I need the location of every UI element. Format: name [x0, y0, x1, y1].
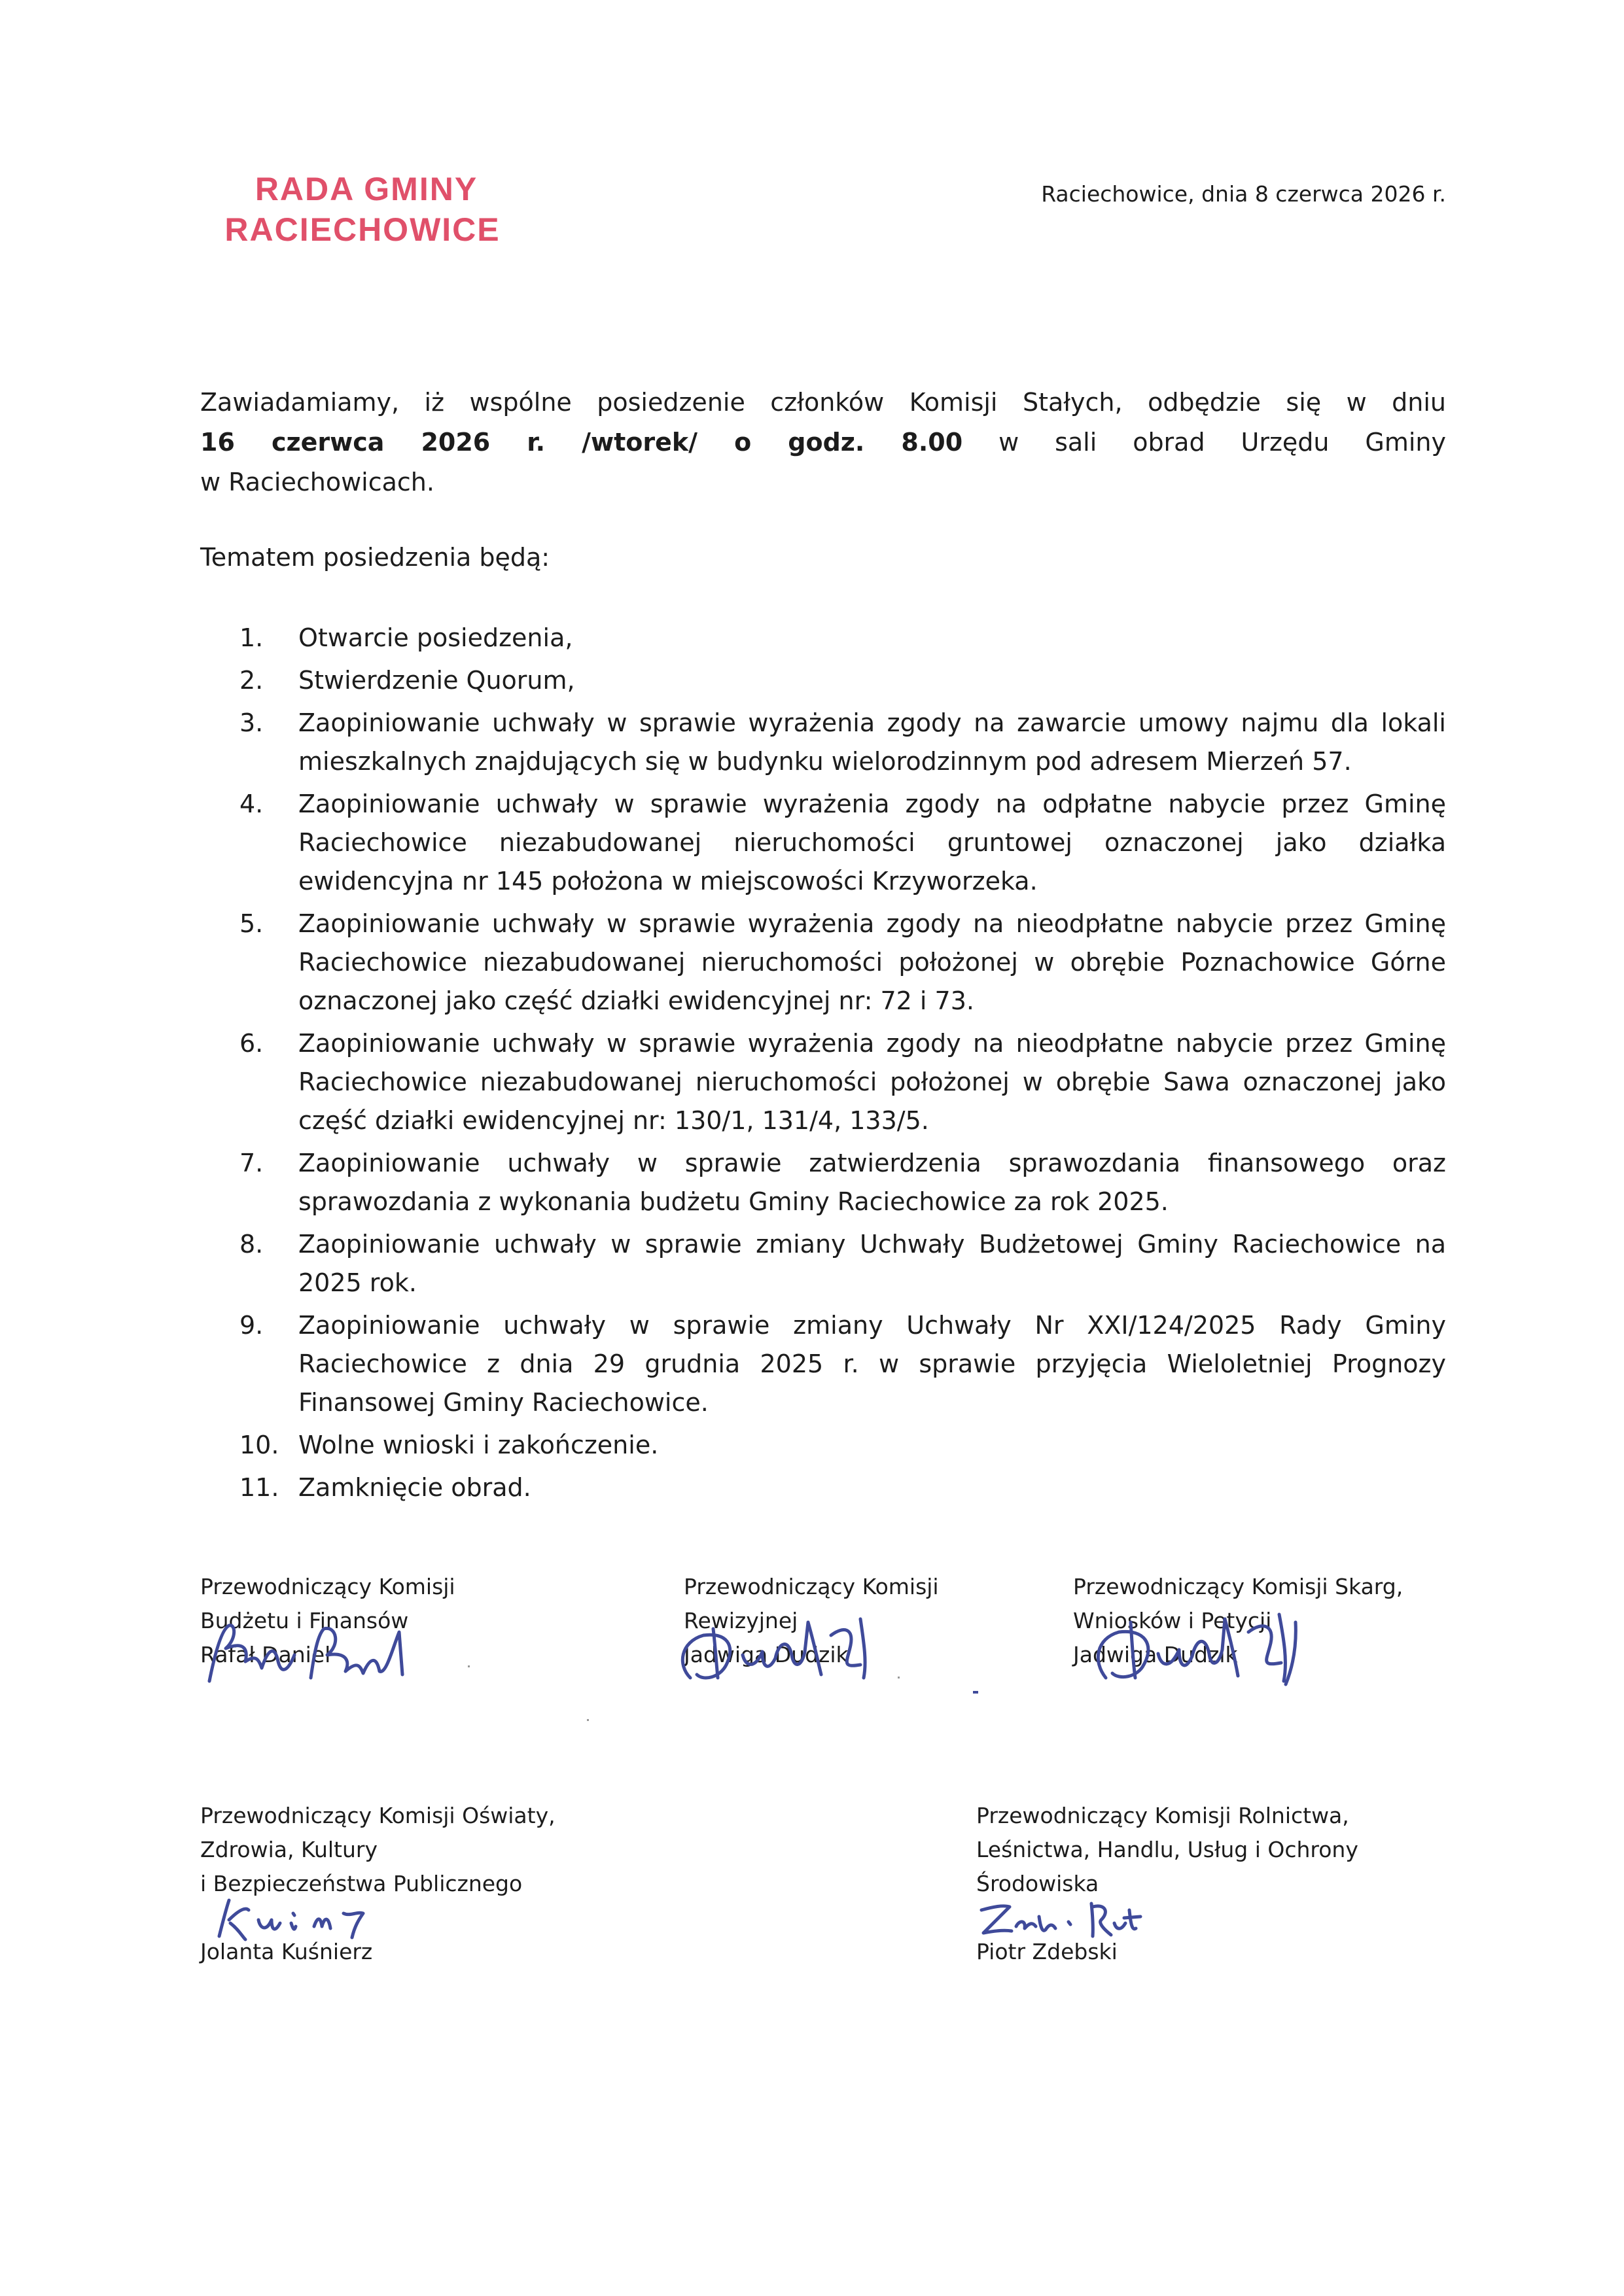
signatory-name: Jadwiga Dudzik [1073, 1642, 1238, 1667]
signatory-name: Jadwiga Dudzik [684, 1642, 849, 1667]
signatory-name: Jolanta Kuśnierz [200, 1939, 373, 1964]
agenda-item-number: 8. [239, 1230, 264, 1259]
scan-speck [468, 1665, 470, 1667]
agenda-item [200, 619, 1446, 657]
agenda-item-number: 9. [239, 1311, 264, 1340]
agenda-item-number: 7. [239, 1149, 264, 1177]
scan-speck [973, 1691, 978, 1694]
agenda-item-text: Wolne wnioski i zakończenie. [298, 1431, 659, 1459]
meeting-venue: w sali obrad Urzędu Gminy [998, 428, 1446, 457]
intro-line-3: w Raciechowicach. [200, 468, 434, 496]
signature-title-line: Rewizyjnej [684, 1608, 798, 1633]
stamp-line-1: RADA GMINY [255, 171, 478, 207]
council-stamp [216, 169, 517, 250]
signature-title-line: Leśnictwa, Handlu, Usług i Ochrony [976, 1837, 1358, 1862]
agenda-item-text: Zaopiniowanie uchwały w sprawie wyrażenia zgody na odpłatne nabycie przez Gminę Raciechowice niezabudowanej nieruchomości gruntowej oznaczonej jako działka ewidencyjna nr 145 położona w miejscowości Krzyworzeka. [298, 790, 1446, 896]
agenda-item [200, 785, 1446, 901]
agenda-item-number: 11. [239, 1473, 279, 1502]
agenda-item-text: Otwarcie posiedzenia, [298, 623, 573, 652]
agenda-list [200, 619, 1446, 1511]
signature-title-line: Przewodniczący Komisji Oświaty, [200, 1803, 556, 1828]
agenda-item-number: 4. [239, 790, 264, 818]
agenda-item-text: Stwierdzenie Quorum, [298, 666, 575, 695]
agenda-item-number: 2. [239, 666, 264, 695]
agenda-item-text: Zaopiniowanie uchwały w sprawie zmiany Uchwały Budżetowej Gminy Raciechowice na 2025 rok. [298, 1230, 1446, 1297]
agenda-item-number: 10. [239, 1431, 279, 1459]
signatory-name: Rafał Daniel [200, 1642, 331, 1667]
handwritten-signature [209, 1890, 393, 1949]
signature-title-line: Przewodniczący Komisji Skarg, [1073, 1574, 1403, 1599]
agenda-item-text: Zaopiniowanie uchwały w sprawie wyrażenia zgody na zawarcie umowy najmu dla lokali mieszkalnych znajdujących się w budynku wielorodzinnym pod adresem Mierzeń 57. [298, 708, 1446, 776]
handwritten-signature [664, 1606, 900, 1691]
agenda-item [200, 661, 1446, 700]
signature-title-line: Przewodniczący Komisji [684, 1574, 939, 1599]
agenda-item [200, 905, 1446, 1020]
agenda-item-number: 6. [239, 1029, 264, 1058]
intro-line-1: Zawiadamiamy, iż wspólne posiedzenie członków Komisji Stałych, odbędzie się w dniu [200, 388, 1446, 417]
stamp-line-2: RACIECHOWICE [224, 211, 501, 248]
agenda-item-text: Zaopiniowanie uchwały w sprawie zatwierdzenia sprawozdania finansowego oraz sprawozdania z wykonania budżetu Gminy Raciechowice za rok 2025. [298, 1149, 1446, 1216]
handwritten-signature [196, 1609, 419, 1694]
signatory-name: Piotr Zdebski [976, 1939, 1118, 1964]
notice-paragraph [200, 383, 1446, 502]
signature-title-line: Przewodniczący Komisji Rolnictwa, [976, 1803, 1349, 1828]
handwritten-signature [1080, 1603, 1315, 1694]
agenda-item [200, 1225, 1446, 1302]
scan-speck [898, 1677, 900, 1679]
signature-title-line: Zdrowia, Kultury [200, 1837, 378, 1862]
meeting-date-time: 16 czerwca 2026 r. /wtorek/ o godz. 8.00 [200, 428, 963, 457]
agenda-item [200, 1469, 1446, 1507]
agenda-item-text: Zaopiniowanie uchwały w sprawie zmiany Uchwały Nr XXI/124/2025 Rady Gminy Raciechowice z dnia 29 grudnia 2025 r. w sprawie przyjęcia Wieloletniej Prognozy Finansowej Gminy Raciechowice. [298, 1311, 1446, 1417]
agenda-item-number: 1. [239, 623, 264, 652]
signature-title-line: i Bezpieczeństwa Publicznego [200, 1871, 523, 1896]
agenda-item-text: Zaopiniowanie uchwały w sprawie wyrażenia zgody na nieodpłatne nabycie przez Gminę Raciechowice niezabudowanej nieruchomości położonej w obrębie Poznachowice Górne oznaczonej jako część działki ewidencyjnej nr: 72 i 73. [298, 909, 1446, 1015]
agenda-heading: Tematem posiedzenia będą: [200, 543, 550, 572]
agenda-item-number: 5. [239, 909, 264, 938]
scan-speck [587, 1719, 589, 1721]
signature-title-line: Wniosków i Petycji [1073, 1608, 1272, 1633]
signature-title-line: Przewodniczący Komisji [200, 1574, 455, 1599]
handwritten-signature [974, 1890, 1170, 1949]
signature-title-line: Środowiska [976, 1871, 1099, 1896]
agenda-item [200, 704, 1446, 781]
agenda-item [200, 1144, 1446, 1221]
intro-line-2 [200, 423, 1446, 462]
agenda-item-number: 3. [239, 708, 264, 737]
place-and-date: Raciechowice, dnia 8 czerwca 2026 r. [1041, 181, 1446, 207]
signature-title-line: Budżetu i Finansów [200, 1608, 409, 1633]
agenda-item [200, 1024, 1446, 1140]
agenda-item-text: Zamknięcie obrad. [298, 1473, 531, 1502]
agenda-item [200, 1426, 1446, 1465]
agenda-item [200, 1306, 1446, 1422]
agenda-item-text: Zaopiniowanie uchwały w sprawie wyrażenia zgody na nieodpłatne nabycie przez Gminę Raciechowice niezabudowanej nieruchomości położonej w obrębie Sawa oznaczonej jako część działki ewidencyjnej nr: 130/1, 131/4, 133/5. [298, 1029, 1446, 1135]
